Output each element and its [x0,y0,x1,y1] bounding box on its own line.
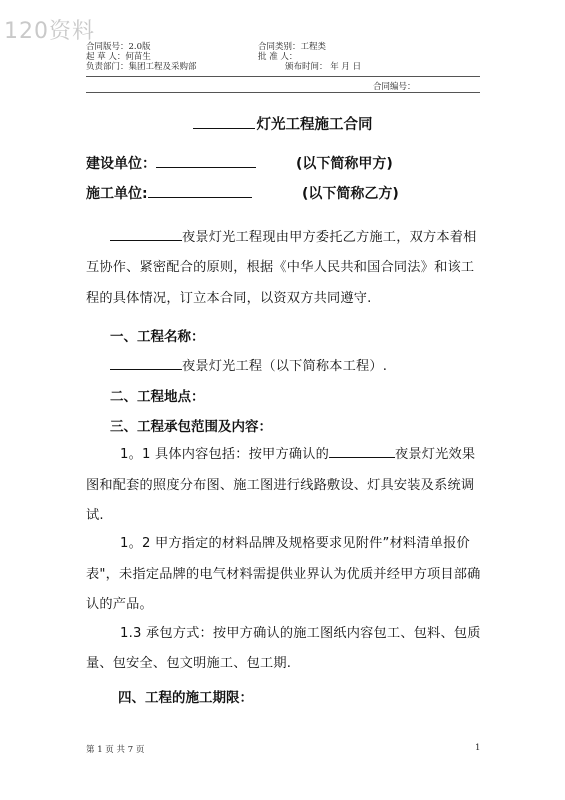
intro-line-2: 互协作、紧密配合的原则，根据《中华人民共和国合同法》和该工 [86,260,475,275]
page-number: 1 [475,743,481,753]
page-footer-left: 第 1 页 共 7 页 [86,745,145,755]
contract-number: 合同编号： [373,82,416,92]
header-approver: 批 准 人： [258,52,298,62]
watermark: 120资料 [4,19,95,44]
section-3-heading: 三、工程承包范围及内容： [110,419,272,435]
section-1-heading: 一、工程名称： [110,329,205,345]
header-rule-2 [86,92,480,93]
clause-1-3-line-1: 1.3 承包方式：按甲方确认的施工图纸内容包工、包料、包质 [120,626,481,641]
section-1-name: 夜景灯光工程（以下简称本工程）. [182,359,388,374]
section-2-heading: 二、工程地点： [110,389,205,405]
section-4-heading: 四、工程的施工期限： [118,690,253,706]
clause-1-2-line-2: 表"，未指定品牌的电气材料需提供业界认为优质并经甲方项目部确 [86,567,481,582]
clause-1-1-blank [329,444,395,458]
clause-1-2-line-1: 1。2 甲方指定的材料品牌及规格要求见附件”材料清单报价 [120,536,470,551]
clause-1-1-suffix: 夜景灯光效果 [395,447,476,462]
header-publish-time: 颁布时间： 年 月 日 [285,62,362,72]
clause-1-1-line-1 [120,443,475,462]
party-a-note: (以下简称甲方) [296,156,393,172]
party-b-line [86,183,252,203]
intro-text-1: 夜景灯光工程现由甲方委托乙方施工，双方本着相 [182,230,477,245]
party-b-note: (以下简称乙方) [302,186,399,202]
header-drafter: 起 草 人：何苗生 [86,52,151,62]
header-rule [86,76,480,77]
header-version: 合同版号：2.0版 [86,42,151,52]
party-b-blank [148,184,252,198]
document-title [0,113,565,134]
header-category: 合同类别：工程类 [258,42,327,52]
clause-1-1-line-2: 图和配套的照度分布图、施工图进行线路敷设、灯具安装及系统调 [86,478,475,493]
clause-1-1-prefix: 1。1 具体内容包括：按甲方确认的 [120,447,329,462]
intro-line-3: 程的具体情况，订立本合同，以资双方共同遵守. [86,291,372,306]
title-text: 灯光工程施工合同 [256,117,373,133]
intro-line-1 [110,226,477,245]
clause-1-2-line-3: 认的产品。 [86,597,153,612]
party-b-label: 施工单位: [86,186,148,202]
intro-blank [110,227,182,241]
party-a-label: 建设单位： [86,156,156,172]
party-a-line [86,153,256,173]
clause-1-3-line-2: 量、包安全、包文明施工、包工期. [86,656,292,671]
title-blank [193,115,255,129]
section-1-text [110,355,387,374]
party-a-blank [156,154,256,168]
clause-1-1-line-3: 试. [86,508,104,523]
header-dept: 负责部门：集团工程及采购部 [86,62,197,72]
section-1-blank [110,356,182,370]
